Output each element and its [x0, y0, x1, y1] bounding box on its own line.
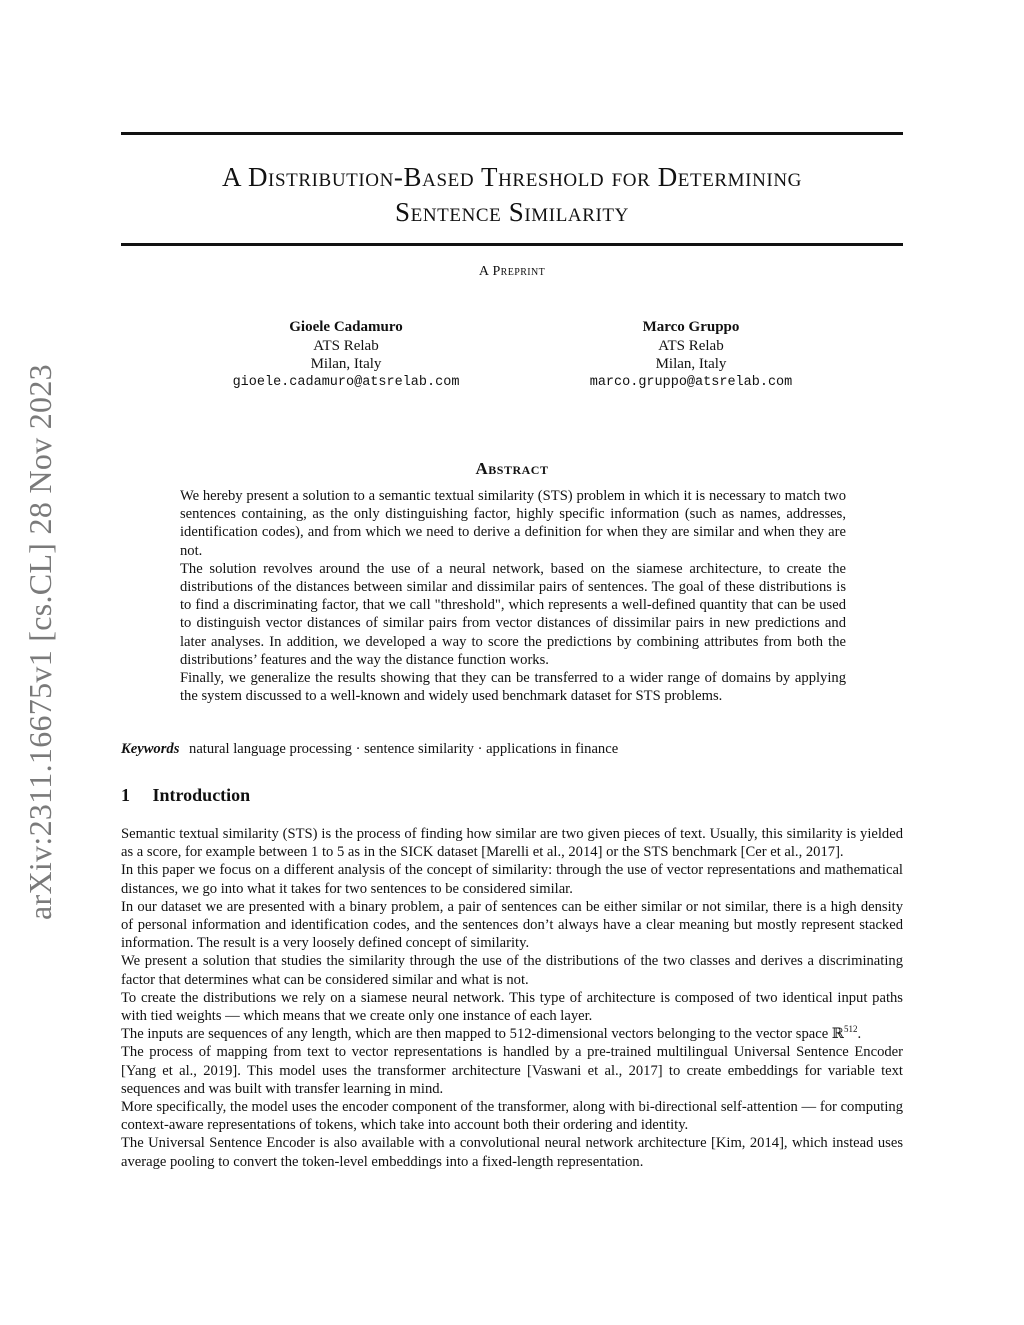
inputs-dimension: 512 [509, 1026, 532, 1043]
author-affiliation: ATS Relab [313, 337, 379, 354]
author-block-2 [531, 318, 851, 392]
paper-title-line-1: A Distribution-Based Threshold for Determining [222, 162, 802, 192]
arxiv-sidebar-identifier: arXiv:2311.16675v1 [cs.CL] 28 Nov 2023 [22, 364, 58, 920]
abstract-paragraph: The solution revolves around the use of a neural network, based on the siamese architecture, to create the distributions of the distances between similar and dissimilar pairs of sentences. The goal of these distributions is to find a discriminating factor, that we call "threshold", which represents a well-defined quantity that can be used to distinguish vector distances of similar pairs from vector distances of dissimilar pairs in new predictions and later analyses. In addition, we developed a way to score the predictions by combining attributes from both the distributions’ features and the way the distance function works. [180, 560, 846, 668]
body-paragraph: To create the distributions we rely on a siamese neural network. This type of architecture is composed of two identical input paths with tied weights — which means that we create only one instance of each layer. [121, 989, 903, 1025]
preprint-label: A Preprint [478, 264, 546, 279]
body-paragraph: In this paper we focus on a different analysis of the concept of similarity: through the use of vector representations and mathematical distances, we go into what it takes for two sentences to be considered similar. [121, 862, 903, 897]
keywords-line [121, 741, 903, 758]
abstract-paragraph: We hereby present a solution to a semantic textual similarity (STS) problem in which it is necessary to match two sentences containing, as the only distinguishing factor, highly specific information (such as names, addresses, identification codes), and from which we need to derive a definition for when they are similar and when they are not. [180, 488, 846, 559]
vector-space-symbol: ℝ [831, 1026, 844, 1043]
title-bottom-rule [121, 243, 903, 246]
inputs-text-middle: -dimensional vectors belonging to the vector space [531, 1026, 832, 1043]
body-paragraph: Semantic textual similarity (STS) is the process of finding how similar are two given pieces of text. Usually, this similarity is yielded as a score, for example between 1 to 5 as in the SICK dataset [Marelli et al., 2014] or the STS benchmark [Cer et al., 2017]. [121, 826, 903, 861]
inputs-text-before: The inputs are sequences of any length, which are then mapped to [121, 1026, 510, 1043]
title-top-rule [121, 132, 903, 135]
body-paragraph: The Universal Sentence Encoder is also available with a convolutional neural network architecture [Kim, 2014], which instead uses average pooling to convert the token-level embeddings into a fixed-length representation. [121, 1135, 903, 1170]
body-paragraph: The process of mapping from text to vector representations is handled by a pre-trained multilingual Universal Sentence Encoder [Yang et al., 2019]. This model uses the transformer architecture [Vaswani et al., 2017] to create embeddings for variable text sequences and was built with transfer learning in mind. [121, 1044, 903, 1097]
section-number: 1 [121, 785, 130, 805]
body-paragraph: We present a solution that studies the similarity through the use of the distributions of the two classes and derives a discriminating factor that determines what can be considered similar and what is not. [121, 953, 903, 988]
keywords-label: Keywords [121, 741, 180, 757]
section-heading-introduction [121, 785, 250, 806]
author-block-1 [186, 318, 506, 392]
author-affiliation: ATS Relab [658, 337, 724, 354]
introduction-body [121, 825, 903, 1171]
author-location: Milan, Italy [655, 356, 727, 372]
section-title: Introduction [152, 785, 251, 805]
body-paragraph-inputs [121, 1025, 903, 1043]
abstract-body [180, 487, 846, 705]
paper-title-line-2: Sentence Similarity [395, 197, 629, 227]
body-paragraph: In our dataset we are presented with a binary problem, a pair of sentences can be either similar or not similar, there is a high density of personal information and identification codes, and the sentences don’t always have a clear meaning but mostly represent stacked information. The result is a very loosely defined concept of similarity. [121, 898, 903, 952]
body-paragraph: More specifically, the model uses the encoder component of the transformer, along with bi-directional self-attention — for computing context-aware representations of tokens, which take into account both their ordering and identity. [121, 1099, 903, 1134]
inputs-text-after: . [857, 1026, 862, 1043]
author-email: gioele.cadamuro@atsrelab.com [232, 374, 460, 390]
author-email: marco.gruppo@atsrelab.com [589, 374, 793, 390]
abstract-paragraph: Finally, we generalize the results showing that they can be transferred to a wider range of domains by applying the system discussed to a well-known and widely used benchmark dataset for STS problems. [180, 670, 846, 705]
vector-space-exponent: 512 [843, 1024, 858, 1035]
author-location: Milan, Italy [310, 356, 382, 372]
abstract-heading: Abstract [475, 459, 549, 478]
author-name: Marco Gruppo [642, 319, 740, 335]
keywords-text: natural language processing · sentence similarity · applications in finance [189, 741, 619, 757]
author-name: Gioele Cadamuro [289, 319, 403, 335]
